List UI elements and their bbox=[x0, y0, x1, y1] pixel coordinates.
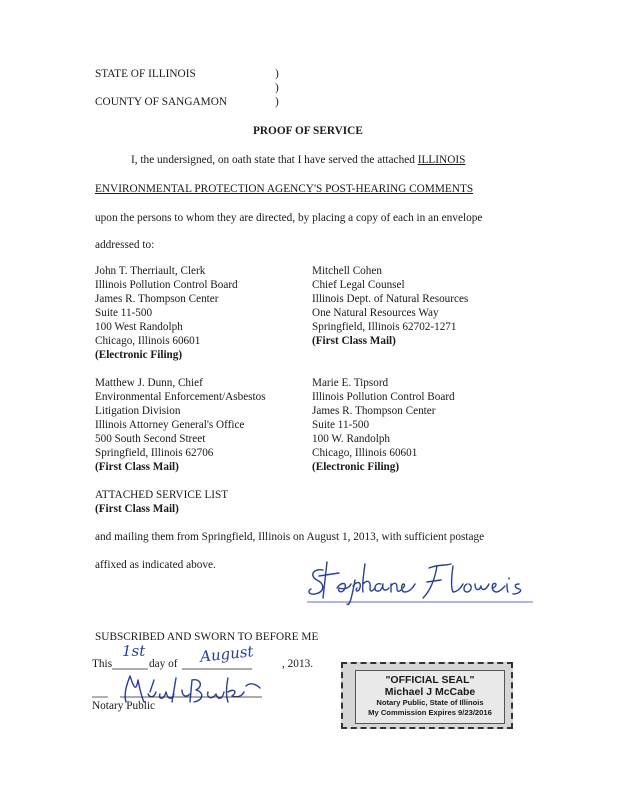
recipient-attorney-general bbox=[95, 376, 266, 474]
address-line: Chief Legal Counsel bbox=[312, 279, 405, 291]
address-line: 500 South Second Street bbox=[95, 433, 206, 445]
caption-paren: ) bbox=[275, 82, 279, 94]
body-line-1 bbox=[131, 153, 465, 167]
mailing-line-2: affixed as indicated above. bbox=[95, 559, 216, 571]
seal-name: Michael J McCabe bbox=[384, 686, 476, 698]
state-label: STATE OF ILLINOIS bbox=[95, 68, 196, 80]
address-line: 100 West Randolph bbox=[95, 321, 183, 333]
address-line: Chicago, Illinois 60601 bbox=[312, 447, 418, 459]
body-line-1-text: I, the undersigned, on oath state that I have served the attached bbox=[131, 154, 418, 166]
address-line: Chicago, Illinois 60601 bbox=[95, 335, 201, 347]
address-line: John T. Therriault, Clerk bbox=[95, 265, 206, 277]
sworn-statement: SUBSCRIBED AND SWORN TO BEFORE ME bbox=[95, 631, 319, 643]
delivery-method: (First Class Mail) bbox=[95, 503, 179, 515]
address-line: Matthew J. Dunn, Chief bbox=[95, 377, 203, 389]
body-line-3: upon the persons to whom they are directed, by placing a copy of each in an envelope bbox=[95, 212, 483, 224]
notary-public-label: Notary Public bbox=[92, 700, 156, 712]
caption-paren: ) bbox=[275, 96, 279, 108]
document-title-link-2: ENVIRONMENTAL PROTECTION AGENCY'S POST-HEARING COMMENTS bbox=[95, 183, 474, 195]
day-handwritten: 1st bbox=[122, 642, 146, 660]
address-line: Springfield, Illinois 62702-1271 bbox=[312, 321, 457, 333]
seal-inner bbox=[355, 670, 505, 724]
address-line: One Natural Resources Way bbox=[312, 307, 439, 319]
address-line: Illinois Attorney General's Office bbox=[95, 419, 245, 431]
address-line: Litigation Division bbox=[95, 405, 181, 417]
address-line: Illinois Pollution Control Board bbox=[312, 391, 455, 403]
address-line: Suite 11-500 bbox=[312, 419, 370, 431]
service-list bbox=[95, 488, 228, 516]
recipient-clerk bbox=[95, 264, 238, 362]
signature bbox=[305, 558, 535, 608]
address-line: Illinois Dept. of Natural Resources bbox=[312, 293, 469, 305]
address-line: Illinois Pollution Control Board bbox=[95, 279, 238, 291]
address-line: Marie E. Tipsord bbox=[312, 377, 389, 389]
recipient-dnr bbox=[312, 264, 468, 348]
address-line: Mitchell Cohen bbox=[312, 265, 382, 277]
day-of-label: day of bbox=[149, 658, 178, 670]
delivery-method: (Electronic Filing) bbox=[95, 349, 183, 361]
address-line: 100 W. Randolph bbox=[312, 433, 391, 445]
delivery-method: (Electronic Filing) bbox=[312, 461, 400, 473]
delivery-method: (First Class Mail) bbox=[95, 461, 179, 473]
address-line: Springfield, Illinois 62706 bbox=[95, 447, 214, 459]
document-title-link: ILLINOIS bbox=[417, 154, 466, 166]
address-line: Suite 11-500 bbox=[95, 307, 153, 319]
document-title: PROOF OF SERVICE bbox=[253, 125, 363, 137]
mailing-line-1: and mailing them from Springfield, Illinois on August 1, 2013, with sufficient postage bbox=[95, 531, 485, 543]
county-label: COUNTY OF SANGAMON bbox=[95, 96, 228, 108]
delivery-method: (First Class Mail) bbox=[312, 335, 396, 347]
address-line: James R. Thompson Center bbox=[95, 293, 219, 305]
service-list-label: ATTACHED SERVICE LIST bbox=[95, 489, 229, 501]
address-line: James R. Thompson Center bbox=[312, 405, 436, 417]
body-line-4: addressed to: bbox=[95, 239, 155, 251]
caption-paren: ) bbox=[275, 68, 279, 80]
this-label: This bbox=[92, 658, 113, 670]
month-handwritten: August bbox=[199, 642, 255, 666]
recipient-hearing-officer bbox=[312, 376, 455, 474]
official-seal-stamp bbox=[341, 662, 513, 729]
year-label: , 2013. bbox=[282, 658, 314, 670]
seal-line-2: My Commission Expires 9/23/2016 bbox=[368, 708, 492, 717]
seal-line-1: Notary Public, State of Illinois bbox=[376, 698, 484, 707]
address-line: Environmental Enforcement/Asbestos bbox=[95, 391, 266, 403]
seal-title: "OFFICIAL SEAL" bbox=[385, 674, 475, 686]
